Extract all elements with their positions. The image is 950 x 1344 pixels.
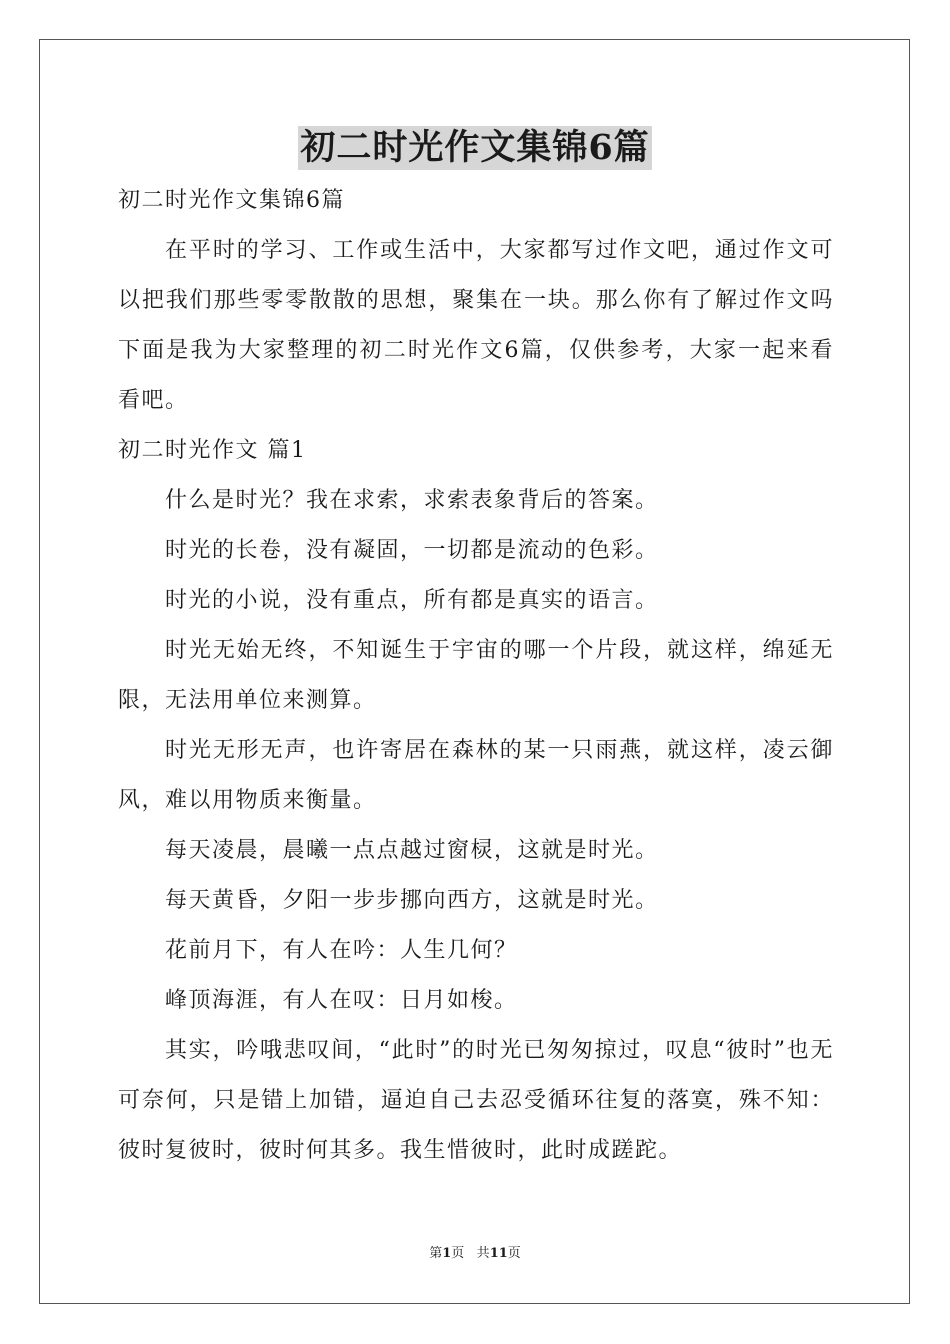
paragraph: 时光无形无声，也许寄居在森林的某一只雨燕，就这样，凌云御风，难以用物质来衡量。 [118, 738, 834, 813]
title-container [0, 126, 950, 170]
paragraph: 每天黄昏，夕阳一步步挪向西方，这就是时光。 [165, 888, 659, 913]
paragraph: 时光无始无终，不知诞生于宇宙的哪一个片段，就这样，绵延无限，无法用单位来测算。 [118, 638, 834, 713]
document-title: 初二时光作文集锦6篇 [300, 127, 650, 168]
page-number: 1 [442, 1246, 452, 1261]
paragraph: 其实，吟哦悲叹间，“此时”的时光已匆匆掠过，叹息“彼时”也无可奈何，只是错上加错，逼迫自己去忍受循环往复的落寞，殊不知：彼时复彼时，彼时何其多。我生惜彼时，此时成蹉跎。 [118, 1038, 834, 1163]
total-suffix: 页 [507, 1246, 521, 1261]
paragraph: 时光的长卷，没有凝固，一切都是流动的色彩。 [165, 538, 659, 563]
paragraph: 花前月下，有人在吟：人生几何？ [165, 938, 518, 963]
paragraph: 在平时的学习、工作或生活中，大家都写过作文吧，通过作文可以把我们那些零零散散的思想，聚集在一块。那么你有了解过作文吗下面是我为大家整理的初二时光作文6篇，仅供参考，大家一起来看看吧。 [118, 238, 834, 413]
paragraph: 峰顶海涯，有人在叹：日月如梭。 [165, 988, 518, 1013]
page-suffix: 页 [451, 1246, 465, 1261]
paragraph: 时光的小说，没有重点，所有都是真实的语言。 [165, 588, 659, 613]
page-footer [0, 1245, 950, 1263]
page-prefix: 第 [429, 1246, 443, 1261]
paragraph: 每天凌晨，晨曦一点点越过窗棂，这就是时光。 [165, 838, 659, 863]
total-pages: 11 [489, 1246, 508, 1261]
paragraph: 初二时光作文 篇1 [118, 438, 307, 463]
document-body [118, 176, 834, 1176]
paragraph: 初二时光作文集锦6篇 [118, 188, 345, 213]
total-prefix: 共 [476, 1246, 490, 1261]
paragraph: 什么是时光？我在求索，求索表象背后的答案。 [165, 488, 659, 513]
